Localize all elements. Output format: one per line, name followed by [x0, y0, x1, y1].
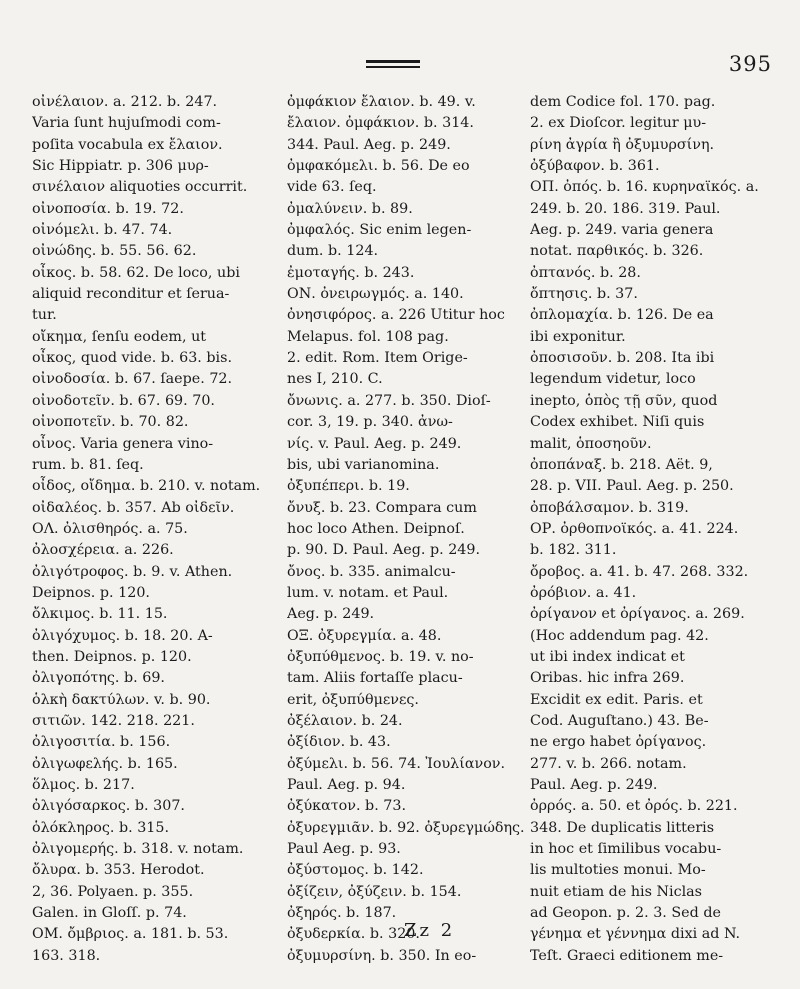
index-entry-line: aliquid reconditur et ſerua- [32, 286, 230, 303]
index-entry-line: ΟΝ. ὀνειρωγμός. a. 140. [287, 286, 464, 303]
index-entry-line: erit, ὀξυπύθμενες. [287, 691, 419, 708]
index-entry-line: vide 63. ſeq. [287, 179, 377, 196]
index-entry-line: Melapus. fol. 108 pag. [287, 328, 449, 345]
index-entry-line: then. Deipnos. p. 120. [32, 648, 192, 665]
index-entry-line: Paul Aeg. p. 93. [287, 841, 401, 858]
index-entry-line: ὀξύκατον. b. 73. [287, 798, 407, 815]
index-entry-line: Sic Hippiatr. p. 306 μυρ- [32, 158, 209, 175]
signature-mark: Zz 2 [404, 920, 456, 941]
index-entry-line: ὀμαλύνειν. b. 89. [287, 200, 413, 217]
index-entry-line: οἶνος. Varia genera vino- [32, 435, 214, 452]
index-entry-line: malit, ὁποσηοῦν. [530, 435, 652, 452]
index-entry-line: ὀποσισοῦν. b. 208. Ita ibi [530, 350, 715, 367]
index-entry-line: ὀποπάναξ. b. 218. Aët. 9, [530, 456, 713, 473]
index-entry-line: legendum videtur, loco [530, 371, 696, 388]
index-entry-line: ὀξύστομος. b. 142. [287, 862, 424, 879]
index-entry-line: nes I, 210. C. [287, 371, 383, 388]
index-entry-line: Aeg. p. 249. [287, 606, 375, 623]
index-entry-line: Galen. in Gloſſ. p. 74. [32, 905, 187, 922]
index-entry-line: ὄλυρα. b. 353. Herodot. [32, 862, 205, 879]
index-entry-line: οἰνώδης. b. 55. 56. 62. [32, 243, 197, 260]
index-entry-line: ὄνωνις. a. 277. b. 350. Dioſ- [287, 392, 491, 409]
index-entry-line: ΟΜ. ὄμβριος. a. 181. b. 53. [32, 926, 229, 943]
index-entry-line: 277. v. b. 266. notam. [530, 755, 687, 772]
index-entry-line: ὀποβάλσαμον. b. 319. [530, 499, 689, 516]
index-entry-line: οἰδαλέος. b. 357. Ab οἰδεῖν. [32, 499, 235, 516]
index-entry-line: ἐμοταγής. b. 243. [287, 264, 415, 281]
index-entry-line: 344. Paul. Aeg. p. 249. [287, 136, 451, 153]
index-entry-line: σιτιῶν. 142. 218. 221. [32, 712, 195, 729]
index-entry-line: ὀρρός. a. 50. et ὀρός. b. 221. [530, 798, 738, 815]
index-entry-line: Excidit ex edit. Paris. et [530, 691, 703, 708]
page-number: 395 [728, 52, 772, 76]
index-entry-line: οἴκημα, ſenſu eodem, ut [32, 328, 207, 345]
header-rule [366, 60, 420, 68]
index-entry-line: lis multoties monui. Mo- [530, 862, 706, 879]
index-entry-line: ρίνη ἀγρία ἢ ὀξυμυρσίνη. [530, 136, 715, 153]
index-entry-line: σινέλαιον aliquoties occurrit. [32, 179, 248, 196]
index-entry-line: γένημα et γέννημα dixi ad N. [530, 926, 741, 943]
index-entry-line: ὀμφαλός. Sic enim legen- [287, 222, 472, 239]
index-entry-line: poſita vocabula ex ἔλαιον. [32, 136, 223, 153]
index-entry-line: ὀξυρεγμιᾶν. b. 92. ὀξυρεγμώδης. [287, 819, 525, 836]
index-entry-line: ὀξύμελι. b. 56. 74. Ἰουλίανον. [287, 755, 506, 772]
index-entry-line: ibi exponitur. [530, 328, 626, 345]
index-entry-line: ὁλκὴ δακτύλων. v. b. 90. [32, 691, 211, 708]
index-entry-line: ὀξυμυρσίνη. b. 350. In eo- [287, 947, 477, 964]
index-entry-line: ad Geopon. p. 2. 3. Sed de [530, 905, 721, 922]
index-entry-line: tam. Aliis fortaſſe placu- [287, 670, 463, 687]
index-entry-line: Deipnos. p. 120. [32, 584, 150, 601]
index-entry-line: p. 90. D. Paul. Aeg. p. 249. [287, 542, 481, 559]
index-entry-line: ὀξυδερκία. b. 320. [287, 926, 420, 943]
index-entry-line: οἰνόμελι. b. 47. 74. [32, 222, 173, 239]
index-entry-line: ὀπτανός. b. 28. [530, 264, 641, 281]
index-entry-line: 163. 318. [32, 947, 101, 964]
index-entry-line: ut ibi index indicat et [530, 648, 685, 665]
index-entry-line: Oribas. hic infra 269. [530, 670, 685, 687]
index-column-2 [287, 92, 531, 967]
index-entry-line: ὀξίζειν, ὀξύζειν. b. 154. [287, 883, 462, 900]
index-entry-line: 2. edit. Rom. Item Orige- [287, 350, 468, 367]
index-entry-line: οἶκος. b. 58. 62. De loco, ubi [32, 264, 240, 281]
index-entry-line: in hoc et ſimilibus vocabu- [530, 841, 722, 858]
index-entry-line: ὄνυξ. b. 23. Compara cum [287, 499, 477, 516]
index-entry-line: νίς. v. Paul. Aeg. p. 249. [287, 435, 462, 452]
index-entry-line: inepto, ὁπὸς τῇ σῦν, quod [530, 392, 718, 409]
index-entry-line: ὀξίδιον. b. 43. [287, 734, 391, 751]
index-entry-line: ne ergo habet ὀρίγανος. [530, 734, 707, 751]
index-entry-line: ὀλιγομερής. b. 318. v. notam. [32, 841, 244, 858]
index-entry-line: ὀξυπύθμενος. b. 19. v. no- [287, 648, 474, 665]
index-entry-line: οἰνέλαιον. a. 212. b. 247. [32, 94, 218, 110]
index-entry-line: 348. De duplicatis litteris [530, 819, 715, 836]
index-entry-line: ὀπλομαχία. b. 126. De ea [530, 307, 714, 324]
index-entry-line: ὀλιγοπότης. b. 69. [32, 670, 165, 687]
index-entry-line: dum. b. 124. [287, 243, 379, 260]
index-entry-line: ὁλόκληρος. b. 315. [32, 819, 170, 836]
index-entry-line: ἔλαιον. ὀμφάκιον. b. 314. [287, 115, 474, 132]
index-column-3 [530, 92, 778, 967]
index-entry-line: b. 182. 311. [530, 542, 617, 559]
index-entry-line: ὅλμος. b. 217. [32, 777, 135, 793]
index-entry-line: ὀλιγοσιτία. b. 156. [32, 734, 171, 751]
index-entry-line: ὀλιγόχυμος. b. 18. 20. A- [32, 627, 213, 644]
index-entry-line: οἰνοποτεῖν. b. 70. 82. [32, 414, 189, 431]
index-entry-line: dem Codice fol. 170. pag. [530, 94, 716, 110]
index-entry-line: 2, 36. Polyaen. p. 355. [32, 883, 194, 900]
index-entry-line: ὀξέλαιον. b. 24. [287, 712, 403, 729]
index-entry-line: ΟΠ. ὀπός. b. 16. κυρηναϊκός. a. [530, 179, 759, 196]
index-entry-line: ὀμφάκιον ἔλαιον. b. 49. v. [287, 94, 476, 110]
index-entry-line: ὀξύβαφον. b. 361. [530, 158, 660, 175]
index-entry-line: οἰνοποσία. b. 19. 72. [32, 200, 184, 217]
index-entry-line: Aeg. p. 249. varia genera [530, 222, 714, 239]
index-entry-line: ὄπτησις. b. 37. [530, 286, 638, 303]
index-entry-line: ΟΛ. ὀλισθηρός. a. 75. [32, 520, 188, 537]
index-entry-line: ὀρίγανον et ὀρίγανος. a. 269. [530, 606, 745, 623]
index-entry-line: cor. 3, 19. p. 340. ἀνω- [287, 414, 453, 431]
index-entry-line: ὄλκιμος. b. 11. 15. [32, 606, 168, 623]
index-entry-line: ὀμφακόμελι. b. 56. De eo [287, 158, 470, 175]
index-entry-line: ΟΡ. ὀρθοπνοϊκός. a. 41. 224. [530, 520, 739, 537]
index-entry-line: 2. ex Dioſcor. legitur μυ- [530, 115, 707, 132]
index-entry-line: notat. παρθικός. b. 326. [530, 243, 704, 260]
index-entry-line: Cod. Auguſtano.) 43. Be- [530, 712, 709, 729]
index-entry-line: Paul. Aeg. p. 94. [287, 777, 406, 793]
index-entry-line: tur. [32, 307, 57, 324]
index-entry-line: ὀλιγωφελής. b. 165. [32, 755, 178, 772]
index-entry-line: hoc loco Athen. Deipnoſ. [287, 520, 465, 537]
index-entry-line: ὀξυπέπερι. b. 19. [287, 478, 410, 495]
index-entry-line: ὀξηρός. b. 187. [287, 905, 397, 922]
index-entry-line: bis, ubi varianomina. [287, 456, 440, 473]
index-entry-line: οἰνοδοσία. b. 67. ſaepe. 72. [32, 371, 233, 388]
index-entry-line: Varia ſunt hujuſmodi com- [32, 115, 221, 132]
index-entry-line: οἰνοδοτεῖν. b. 67. 69. 70. [32, 392, 215, 409]
index-entry-line: ὀλιγόσαρκος. b. 307. [32, 798, 185, 815]
index-entry-line: οἶδος, οἴδημα. b. 210. v. notam. [32, 478, 261, 495]
index-entry-line: Paul. Aeg. p. 249. [530, 777, 658, 793]
index-entry-line: ὀλιγότροφος. b. 9. v. Athen. [32, 563, 233, 580]
index-entry-line: nuit etiam de his Niclas [530, 883, 703, 900]
index-entry-line: ὄροβος. a. 41. b. 47. 268. 332. [530, 563, 749, 580]
index-entry-line: 249. b. 20. 186. 319. Paul. [530, 200, 721, 217]
index-entry-line: οἶκος, quod vide. b. 63. bis. [32, 350, 232, 367]
index-entry-line: ὀρόβιον. a. 41. [530, 584, 637, 601]
index-entry-line: Codex exhibet. Niſi quis [530, 414, 705, 431]
index-entry-line: ΟΞ. ὀξυρεγμία. a. 48. [287, 627, 442, 644]
index-entry-line: ὀνησιφόρος. a. 226 Utitur hoc [287, 307, 505, 324]
index-entry-line: lum. v. notam. et Paul. [287, 584, 449, 601]
index-column-1 [32, 92, 276, 967]
index-entry-line: (Hoc addendum pag. 42. [530, 627, 709, 644]
index-entry-line: ὄνος. b. 335. animalcu- [287, 563, 456, 580]
index-entry-line: ὀλοσχέρεια. a. 226. [32, 542, 174, 559]
index-entry-line: Teſt. Graeci editionem me- [530, 947, 724, 964]
index-entry-line: 28. p. VII. Paul. Aeg. p. 250. [530, 478, 734, 495]
index-entry-line: rum. b. 81. ſeq. [32, 456, 144, 473]
